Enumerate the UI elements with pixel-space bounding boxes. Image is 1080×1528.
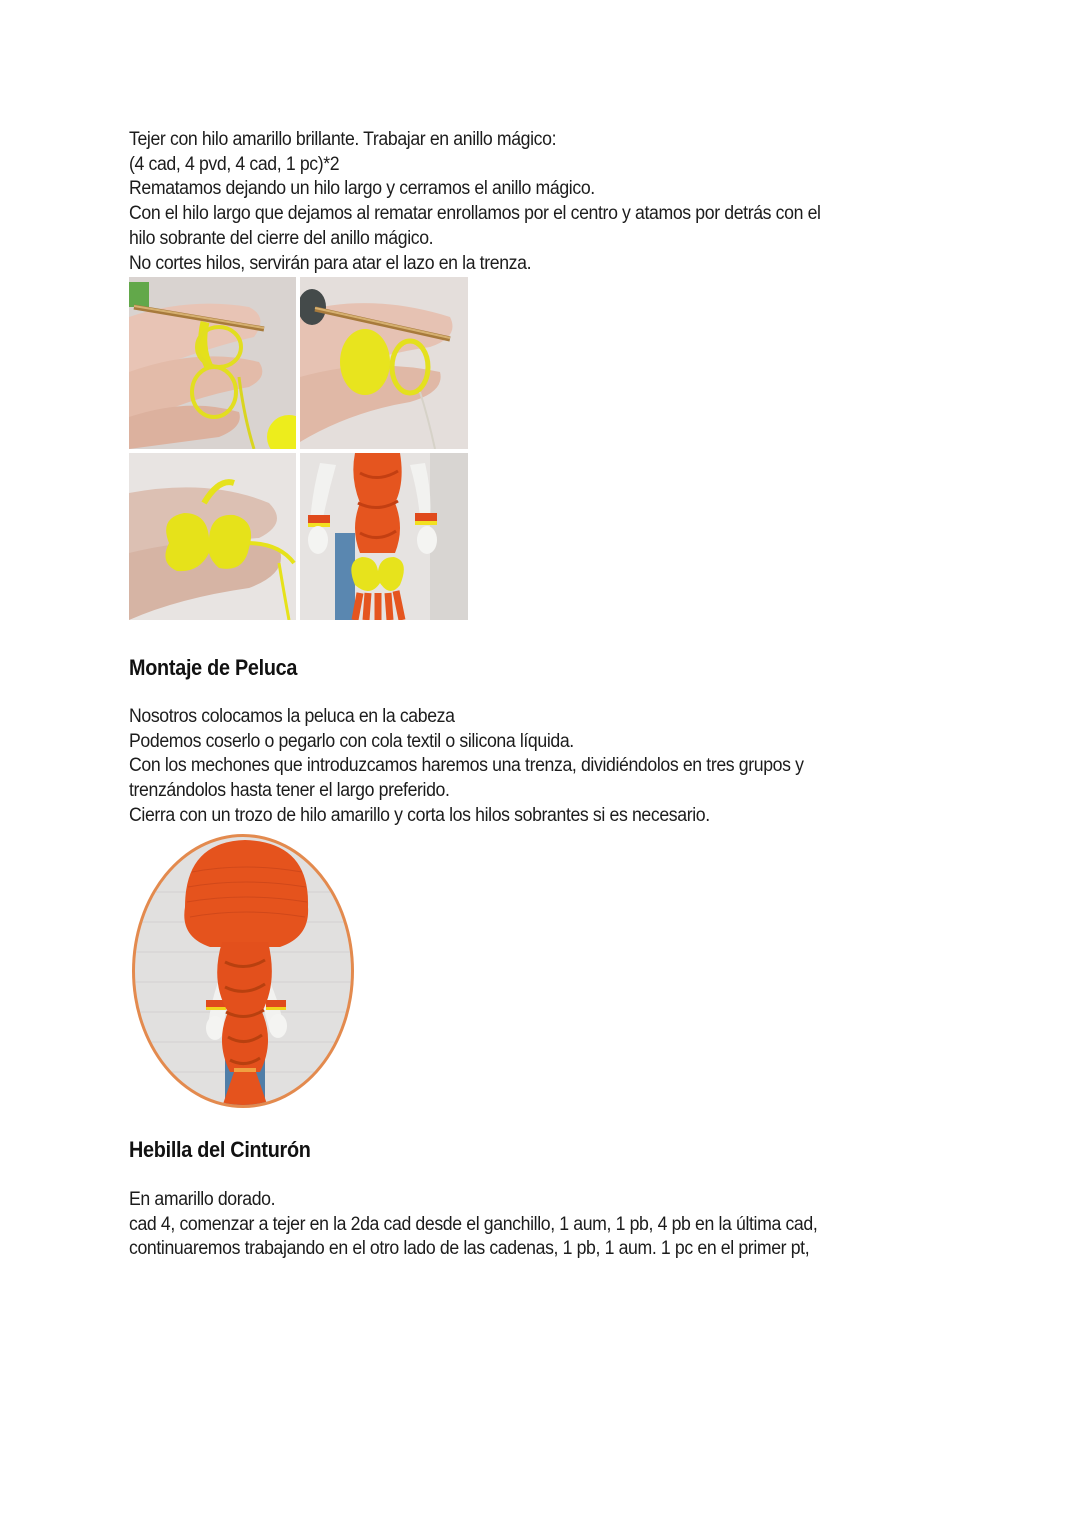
- buckle-instructions: [129, 1188, 949, 1262]
- photo-bow-on-braid: [300, 453, 468, 620]
- wig-instructions: [129, 705, 949, 829]
- text-line: Con el hilo largo que dejamos al rematar enrollamos por el centro y atamos por detrás con el: [129, 203, 821, 225]
- section-heading-buckle: Hebilla del Cinturón: [129, 1137, 311, 1162]
- text-line: trenzándolos hasta tener el largo preferido.: [129, 780, 450, 802]
- photo-wig-braid: [130, 832, 356, 1110]
- text-line: En amarillo dorado.: [129, 1189, 276, 1210]
- text-line: Tejer con hilo amarillo brillante. Trabajar en anillo mágico:: [129, 129, 557, 150]
- text-line: hilo sobrante del cierre del anillo mágico.: [129, 227, 434, 249]
- text-line: No cortes hilos, servirán para atar el lazo en la trenza.: [129, 252, 532, 274]
- bow-instructions: [129, 128, 949, 276]
- photo-bow-start: [129, 277, 296, 449]
- text-line: cad 4, comenzar a tejer en la 2da cad desde el ganchillo, 1 aum, 1 pb, 4 pb en la última cad,: [129, 1213, 818, 1235]
- photo-bow-finished: [129, 453, 296, 620]
- text-line: Rematamos dejando un hilo largo y cerramos el anillo mágico.: [129, 178, 595, 200]
- photo-bow-half: [300, 277, 468, 449]
- text-line: (4 cad, 4 pvd, 4 cad, 1 pc)*2: [129, 153, 340, 175]
- text-line: continuaremos trabajando en el otro lado de las cadenas, 1 pb, 1 aum. 1 pc en el primer pt,: [129, 1238, 810, 1260]
- text-line: Con los mechones que introduzcamos haremos una trenza, dividiéndolos en tres grupos y: [129, 755, 804, 777]
- bow-photo-grid: [129, 277, 468, 620]
- section-heading-wig: Montaje de Peluca: [129, 655, 298, 680]
- text-line: Nosotros colocamos la peluca en la cabeza: [129, 706, 455, 727]
- text-line: Cierra con un trozo de hilo amarillo y corta los hilos sobrantes si es necesario.: [129, 804, 710, 826]
- text-line: Podemos coserlo o pegarlo con cola textil o silicona líquida.: [129, 730, 574, 752]
